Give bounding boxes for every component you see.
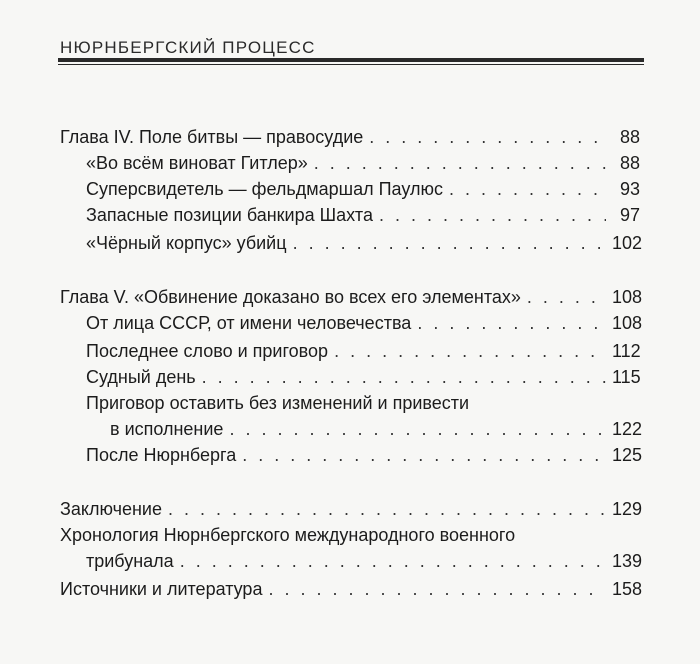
toc-title: Глава V. «Обвинение доказано во всех его элементах» xyxy=(60,287,521,307)
toc-title-line1: Приговор оставить без изменений и привести xyxy=(86,393,470,413)
dot-leader xyxy=(379,202,606,228)
toc-title: трибунала xyxy=(86,551,174,571)
toc-page: 97 xyxy=(619,205,640,225)
toc-entry[interactable] xyxy=(0,364,640,390)
toc-entry-conclusion[interactable] xyxy=(0,496,643,522)
toc-entry-chapter-5[interactable] xyxy=(0,284,643,310)
toc-page: 108 xyxy=(612,313,643,333)
toc-entry[interactable] xyxy=(0,150,640,176)
toc-title: Источники и литература xyxy=(60,579,263,599)
toc-page: 93 xyxy=(619,179,640,199)
toc-page: 108 xyxy=(612,287,643,307)
toc-entry-chapter-4[interactable] xyxy=(0,124,640,150)
dot-leader xyxy=(417,310,606,336)
dot-leader xyxy=(334,338,606,364)
toc-title-line1: Хронология Нюрнбергского международного военного xyxy=(60,525,516,545)
toc-title: «Чёрный корпус» убийц xyxy=(86,233,287,253)
toc-title: Последнее слово и приговор xyxy=(86,341,329,361)
dot-leader xyxy=(229,416,606,442)
toc-entry[interactable] xyxy=(0,442,643,468)
header-rule-thin xyxy=(58,64,644,65)
toc-entry[interactable] xyxy=(0,310,643,336)
toc-page: 129 xyxy=(612,499,643,519)
toc-entry[interactable] xyxy=(0,230,643,256)
toc-page: 158 xyxy=(612,579,643,599)
toc-page: 112 xyxy=(612,341,641,361)
running-head: НЮРНБЕРГСКИЙ ПРОЦЕСС xyxy=(60,38,316,57)
toc-entry-sources[interactable] xyxy=(0,576,643,602)
toc-entry[interactable] xyxy=(0,202,640,228)
toc-page: 115 xyxy=(612,367,641,387)
toc-title: в исполнение xyxy=(110,419,224,439)
toc-title: Глава IV. Поле битвы — правосудие xyxy=(60,127,364,147)
toc-page: 139 xyxy=(612,551,643,571)
toc-title: Заключение xyxy=(60,499,162,519)
toc-entry-chronology[interactable] xyxy=(0,548,643,574)
dot-leader xyxy=(180,548,606,574)
dot-leader xyxy=(268,576,606,602)
toc-page: 122 xyxy=(612,419,643,439)
dot-leader xyxy=(168,496,606,522)
toc-page: 88 xyxy=(619,153,640,173)
toc-title: Запасные позиции банкира Шахта xyxy=(86,205,373,225)
toc-title: «Во всём виноват Гитлер» xyxy=(86,153,308,173)
toc-title: От лица СССР, от имени человечества xyxy=(86,313,412,333)
toc-title: Судный день xyxy=(86,367,196,387)
dot-leader xyxy=(293,230,606,256)
toc-page: 102 xyxy=(612,233,643,253)
dot-leader xyxy=(242,442,606,468)
toc-entry[interactable] xyxy=(0,338,640,364)
toc-page: 88 xyxy=(619,127,640,147)
dot-leader xyxy=(527,284,606,310)
toc-entry[interactable] xyxy=(0,416,643,442)
toc-title: После Нюрнберга xyxy=(86,445,237,465)
dot-leader xyxy=(449,176,606,202)
dot-leader xyxy=(314,150,606,176)
dot-leader xyxy=(369,124,606,150)
header-rule-thick xyxy=(58,58,644,62)
dot-leader xyxy=(202,364,606,390)
toc-title: Суперсвидетель — фельдмаршал Паулюс xyxy=(86,179,443,199)
toc-page: 125 xyxy=(612,445,643,465)
toc-entry[interactable] xyxy=(0,176,640,202)
